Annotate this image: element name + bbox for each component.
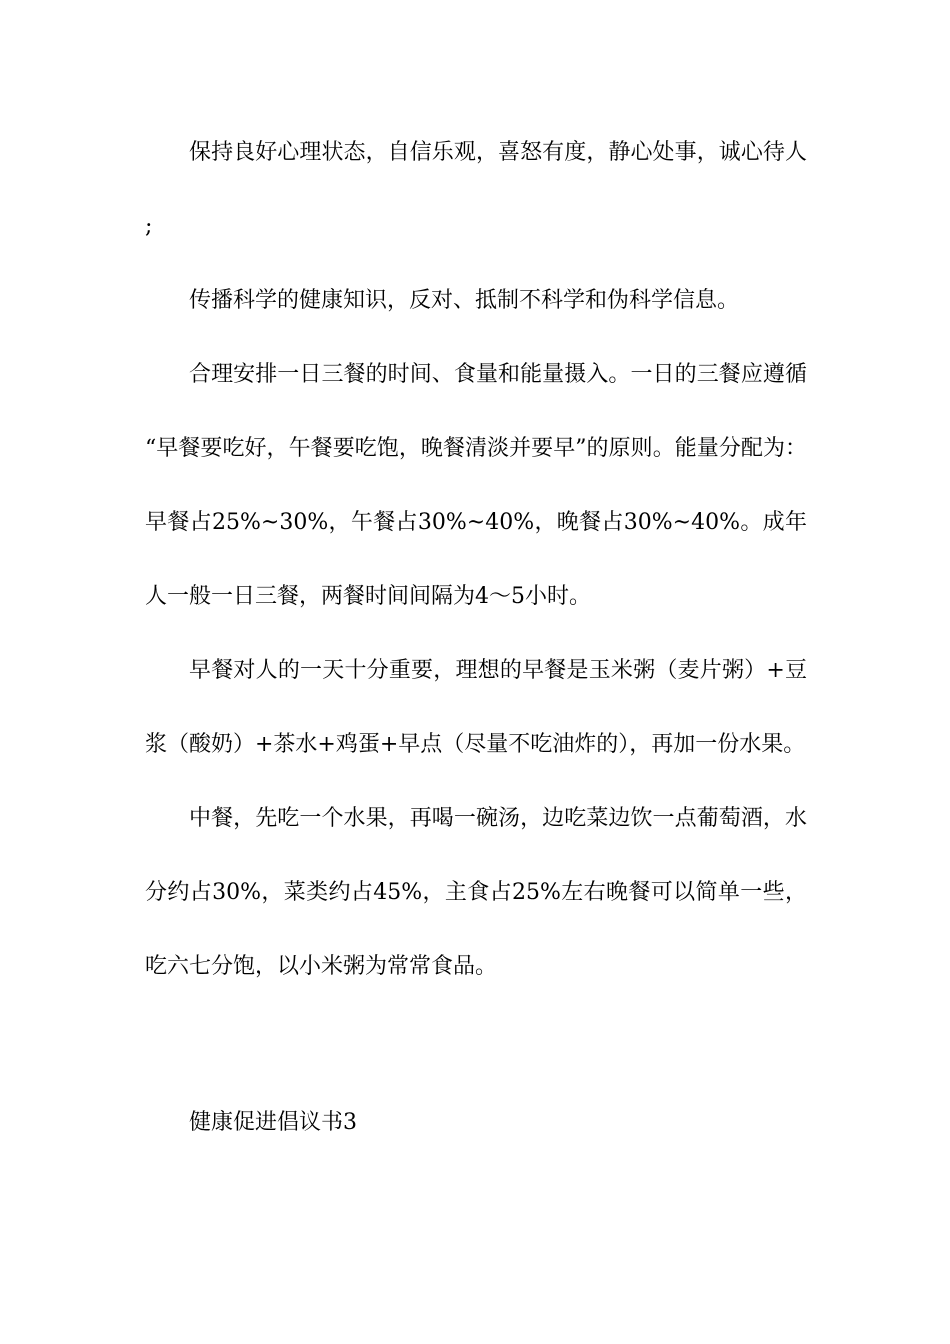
paragraph-mental-health: 保持良好心理状态，自信乐观，喜怒有度，静心处事，诚心待人; bbox=[145, 140, 807, 239]
document-body bbox=[145, 116, 807, 1004]
paragraph-breakfast: 早餐对人的一天十分重要，理想的早餐是玉米粥（麦片粥）+豆浆（酸奶）+茶水+鸡蛋+早点（尽量不吃油炸的），再加一份水果。 bbox=[145, 658, 807, 757]
paragraph-science-knowledge: 传播科学的健康知识，反对、抵制不科学和伪科学信息。 bbox=[189, 288, 740, 313]
paragraph-three-meals: 合理安排一日三餐的时间、食量和能量摄入。一日的三餐应遵循“早餐要吃好，午餐要吃饱，晚餐清淡并要早”的原则。能量分配为：早餐占25%~30%，午餐占30%~40%，晚餐占30%~40%。成年人一般一日三餐，两餐时间间隔为4～5小时。 bbox=[145, 362, 807, 609]
paragraph-lunch-dinner: 中餐，先吃一个水果，再喝一碗汤，边吃菜边饮一点葡萄酒，水分约占30%，菜类约占45%，主食占25%左右晚餐可以简单一些，吃六七分饱，以小米粥为常常食品。 bbox=[145, 806, 807, 979]
section-heading: 健康促进倡议书3 bbox=[189, 1110, 357, 1135]
